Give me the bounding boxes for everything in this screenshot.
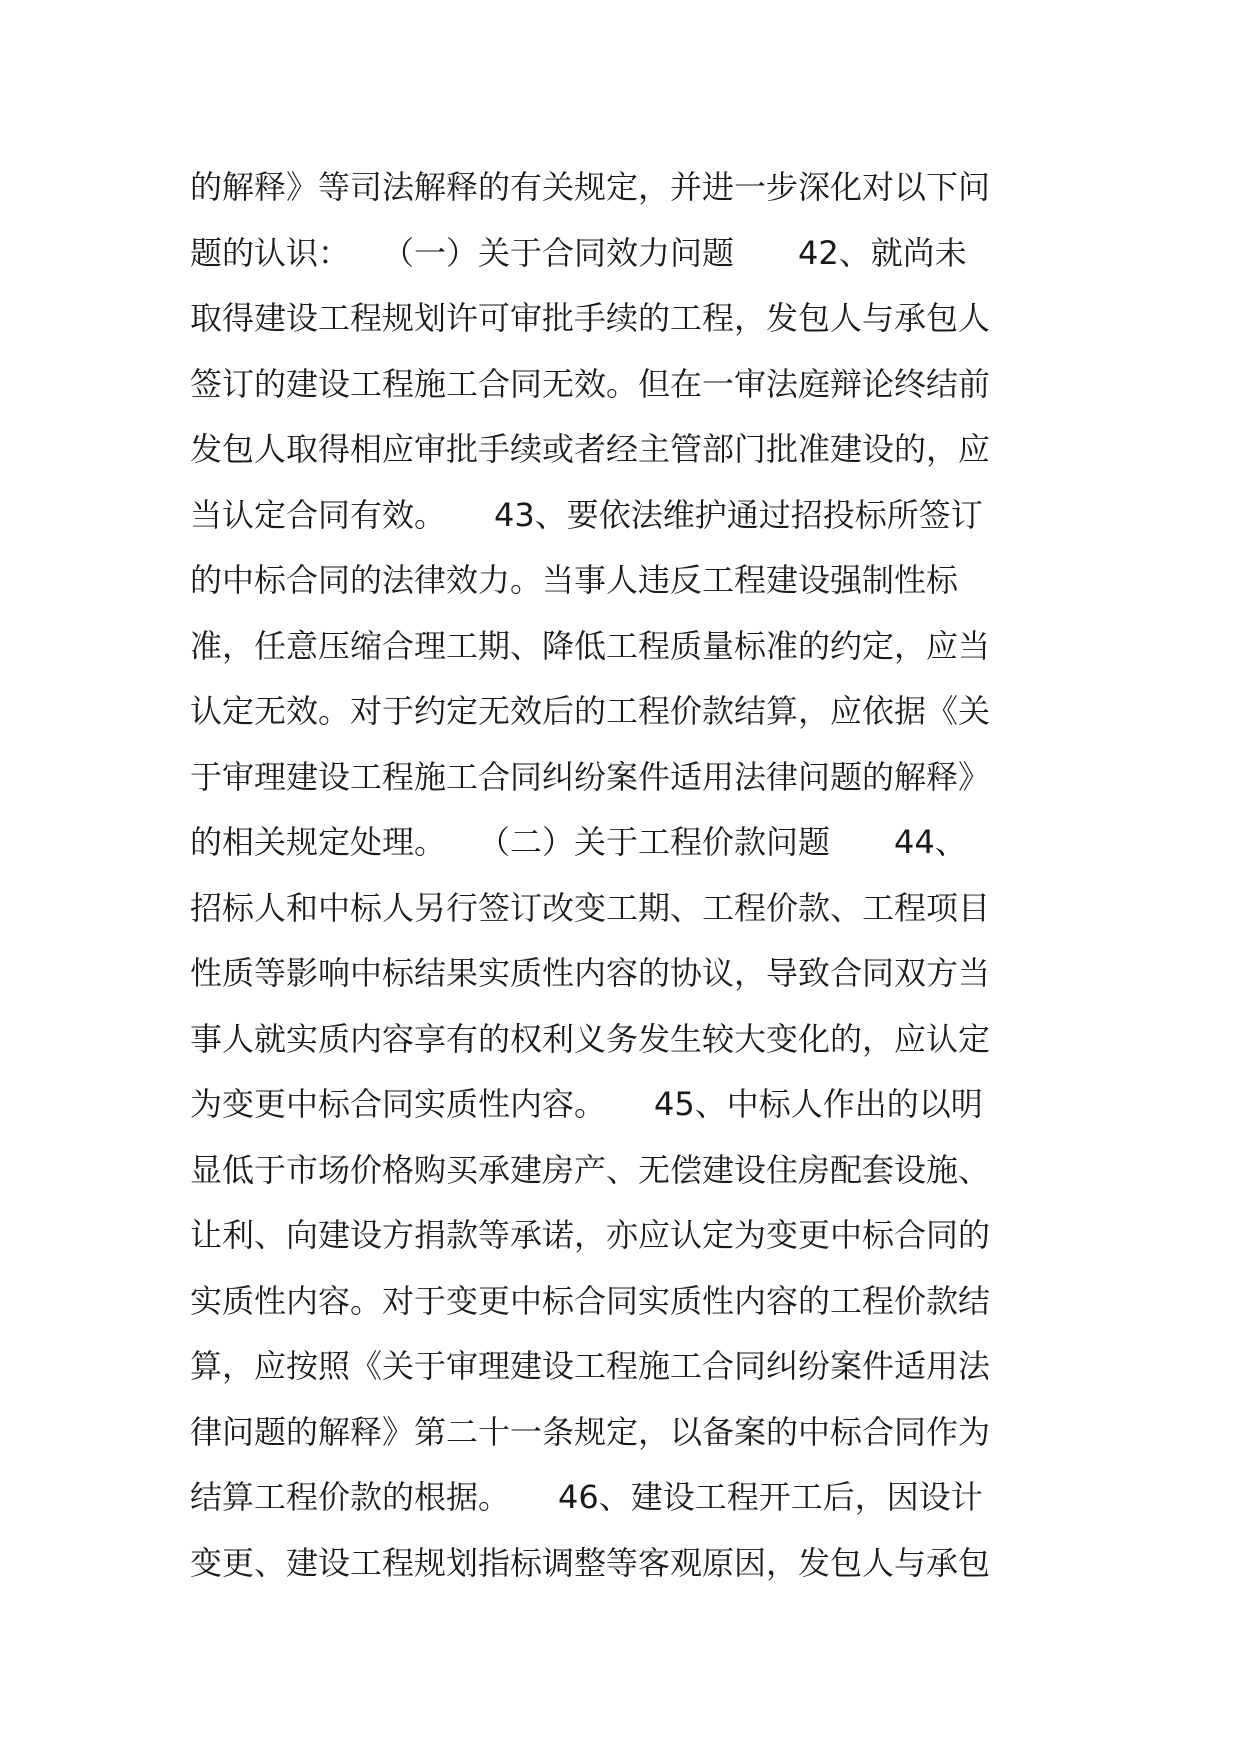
text-line: 算，应按照《关于审理建设工程施工合同纠纷案件适用法	[190, 1347, 991, 1385]
text-line: 让利、向建设方捐款等承诺，亦应认定为变更中标合同的	[190, 1216, 991, 1254]
text-line: 于审理建设工程施工合同纠纷案件适用法律问题的解释》	[190, 757, 991, 796]
text-line: 的解释》等司法解释的有关规定，并进一步深化对以下问	[190, 168, 991, 206]
text-line: 发包人取得相应审批手续或者经主管部门批准建设的，应	[190, 430, 991, 468]
text-line: 题的认识： （一）关于合同效力问题 42、就尚未	[190, 233, 967, 272]
text-line: 实质性内容。对于变更中标合同实质性内容的工程价款结	[190, 1281, 991, 1320]
body-text	[190, 155, 1070, 1596]
text-line: 显低于市场价格购买承建房产、无偿建设住房配套设施、	[190, 1150, 991, 1189]
text-line: 性质等影响中标结果实质性内容的协议，导致合同双方当	[190, 954, 991, 992]
text-line: 的中标合同的法律效力。当事人违反工程建设强制性标	[190, 561, 959, 599]
text-line: 结算工程价款的根据。 46、建设工程开工后，因设计	[190, 1478, 983, 1516]
text-line: 当认定合同有效。 43、要依法维护通过招投标所签订	[190, 495, 983, 534]
text-line: 准，任意压缩合理工期、降低工程质量标准的约定，应当	[190, 626, 991, 665]
text-line: 招标人和中标人另行签订改变工期、工程价款、工程项目	[190, 888, 991, 927]
text-line: 变更、建设工程规划指标调整等客观原因，发包人与承包	[190, 1543, 991, 1582]
text-line: 取得建设工程规划许可审批手续的工程，发包人与承包人	[190, 299, 991, 337]
text-line: 认定无效。对于约定无效后的工程价款结算，应依据《关	[190, 692, 991, 730]
text-line: 签订的建设工程施工合同无效。但在一审法庭辩论终结前	[190, 364, 991, 403]
text-line: 的相关规定处理。 （二）关于工程价款问题 44、	[190, 823, 967, 861]
text-line: 为变更中标合同实质性内容。 45、中标人作出的以明	[190, 1085, 983, 1123]
text-line: 律问题的解释》第二十一条规定，以备案的中标合同作为	[190, 1412, 991, 1451]
text-line: 事人就实质内容享有的权利义务发生较大变化的，应认定	[190, 1019, 991, 1058]
